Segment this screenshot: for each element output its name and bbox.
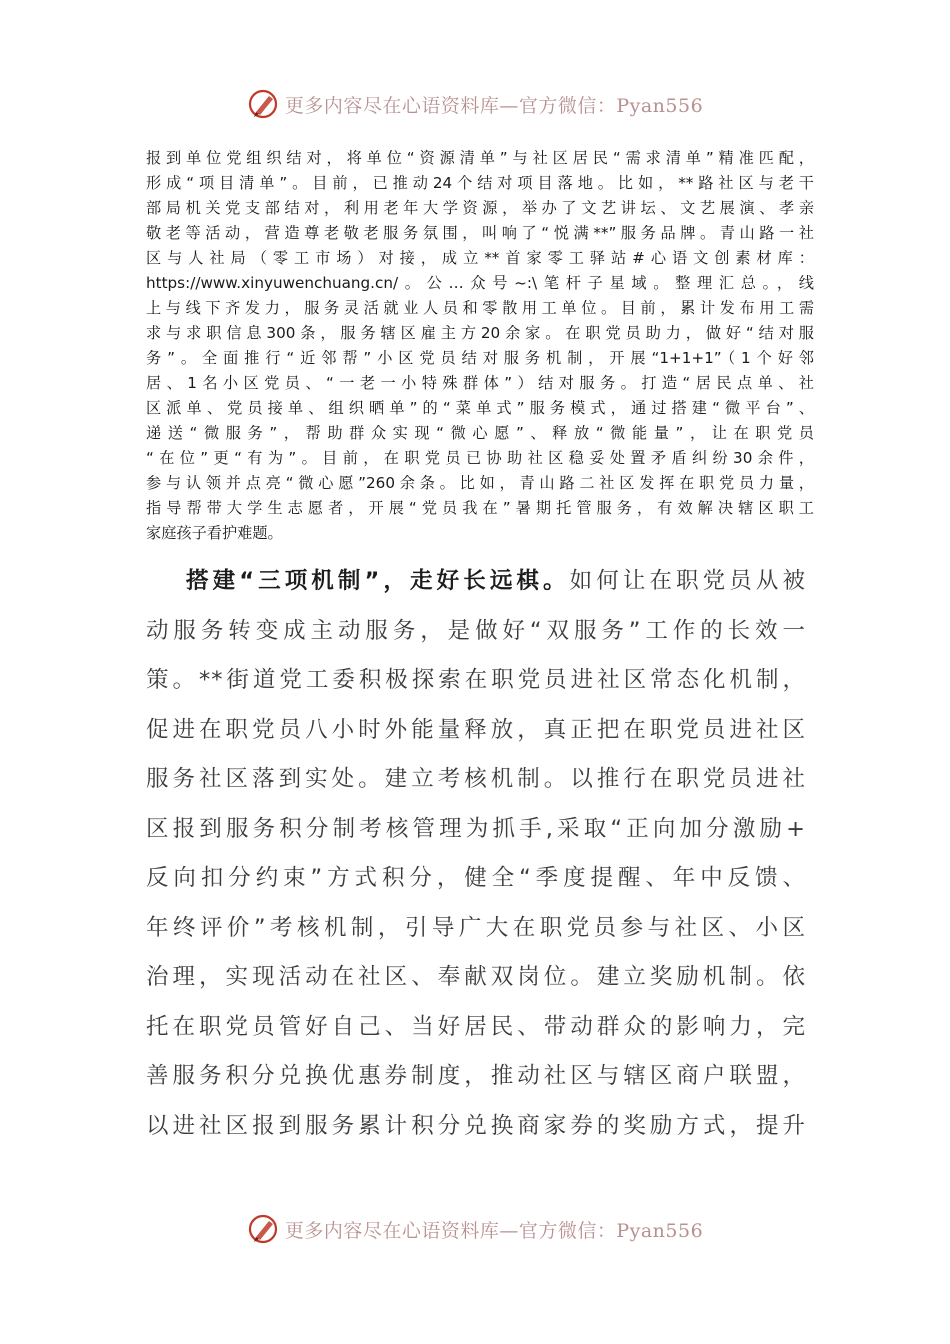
text-line: 报到单位党组织结对，将单位“资源清单”与社区居民“需求清单”精准匹配， [146, 149, 814, 167]
text-line: 以进社区报到服务累计积分兑换商家券的奖励方式，提升 [146, 1112, 806, 1139]
pen-logo-icon [247, 1212, 281, 1246]
banner-text: 更多内容尽在心语资料库—官方微信：Pyan556 [284, 94, 704, 117]
banner-text: 更多内容尽在心语资料库—官方微信：Pyan556 [284, 1219, 704, 1242]
text-line: 服务社区落到实处。建立考核机制。以推行在职党员进社 [146, 766, 806, 792]
text-line: 动服务转变成主动服务，是做好“双服务”工作的长效一 [146, 617, 806, 644]
section-first-line [146, 557, 806, 607]
text-line: 治理，实现活动在社区、奉献双岗位。建立奖励机制。依 [146, 964, 806, 990]
dense-paragraph [146, 146, 814, 546]
text-line: 敬老等活动，营造尊老敬老服务氛围，叫响了“悦满**”服务品牌。青山路一社 [146, 224, 814, 242]
text-line: 区报到服务积分制考核管理为抓手,采取“正向加分激励+ [146, 815, 806, 842]
text-line: 居、1名小区党员、“一老一小特殊群体”）结对服务。打造“居民点单、社 [146, 374, 814, 392]
footer-watermark-banner [0, 1209, 950, 1249]
section-first-rest: 如何让在职党员从被 [569, 568, 806, 594]
text-line: 形成“项目清单”。目前，已推动24个结对项目落地。比如，**路社区与老干 [146, 174, 814, 192]
text-line: “在位”更“有为”。目前，在职党员已协助社区稳妥处置矛盾纠纷30余件， [146, 449, 814, 467]
text-line: 区派单、党员接单、组织晒单”的“菜单式”服务模式，通过搭建“微平台”、 [146, 399, 814, 417]
text-line: 善服务积分兑换优惠券制度，推动社区与辖区商户联盟， [146, 1063, 806, 1089]
text-line: 年终评价”考核机制，引导广大在职党员参与社区、小区 [146, 914, 806, 941]
text-line: https://www.xinyuwenchuang.cn/。公…众号~:\笔杆子星域。整理汇总。，线 [146, 274, 814, 292]
section-lead-heading: 搭建“三项机制”，走好长远棋。 [186, 568, 570, 594]
text-line: 求与求职信息300条，服务辖区雇主方20余家。在职党员助力，做好“结对服 [146, 324, 814, 342]
section-paragraph [146, 557, 806, 1151]
text-line: 家庭孩子看护难题。 [146, 524, 283, 542]
text-line: 务”。全面推行“近邻帮”小区党员结对服务机制，开展“1+1+1”（1个好邻 [146, 349, 814, 367]
section-lines [146, 607, 806, 1152]
text-line: 递送“微服务”，帮助群众实现“微心愿”、释放“微能量”，让在职党员 [146, 424, 814, 442]
text-line: 策。**街道党工委积极探索在职党员进社区常态化机制， [146, 667, 806, 693]
text-line: 部局机关党支部结对，利用老年大学资源，举办了文艺讲坛、文艺展演、孝亲 [146, 199, 814, 217]
header-watermark-banner [0, 84, 950, 124]
text-line: 区与人社局（零工市场）对接，成立**首家零工驿站#心语文创素材库： [146, 249, 814, 267]
pen-logo-icon [247, 87, 281, 121]
text-line: 托在职党员管好自己、当好居民、带动群众的影响力，完 [146, 1013, 806, 1040]
text-line: 反向扣分约束”方式积分，健全“季度提醒、年中反馈、 [146, 865, 806, 891]
text-line: 指导帮带大学生志愿者，开展“党员我在”暑期托管服务，有效解决辖区职工 [146, 499, 814, 517]
text-line: 促进在职党员八小时外能量释放，真正把在职党员进社区 [146, 716, 806, 743]
text-line: 上与线下齐发力，服务灵活就业人员和零散用工单位。目前，累计发布用工需 [146, 299, 814, 317]
text-line: 参与认领并点亮“微心愿”260余条。比如，青山路二社区发挥在职党员力量， [146, 474, 814, 492]
